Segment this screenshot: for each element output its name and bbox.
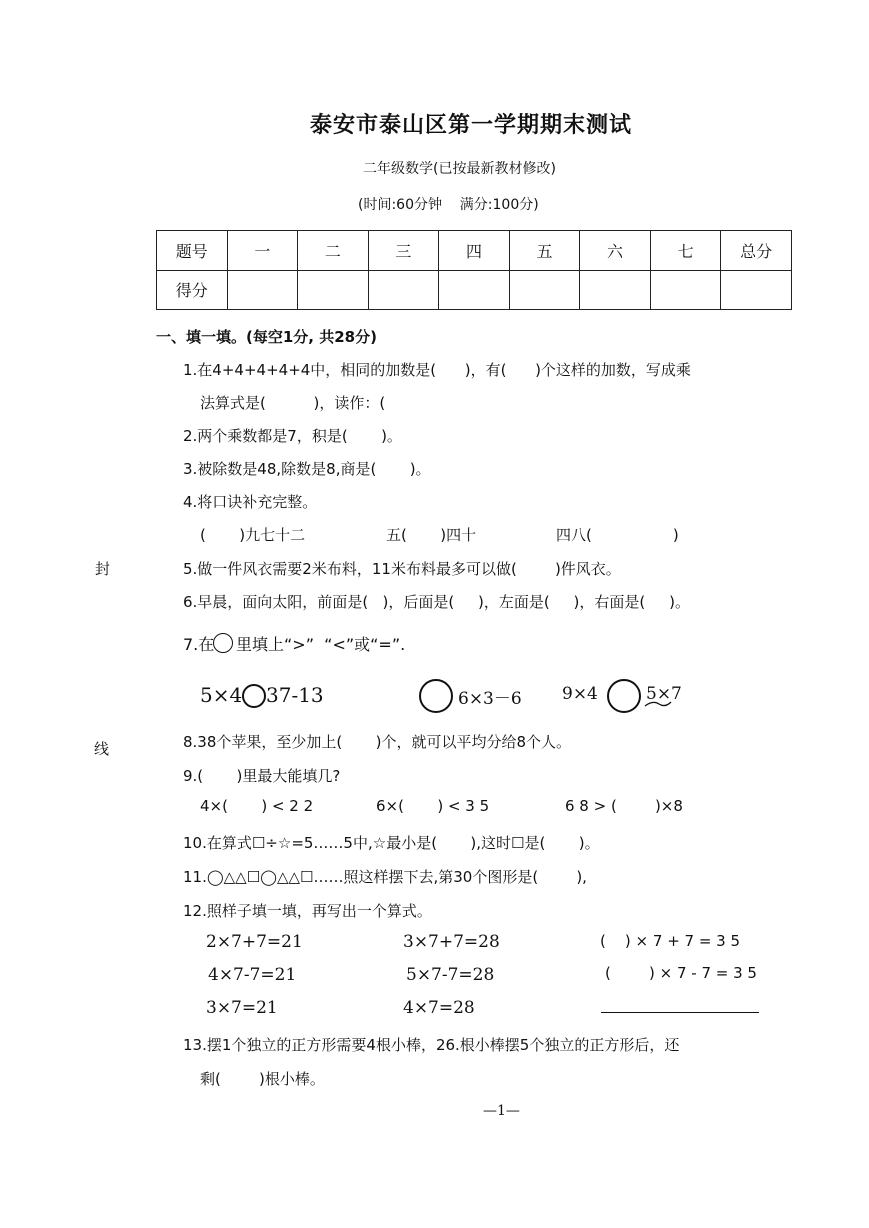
score-cell[interactable] bbox=[580, 270, 651, 310]
question-3: 3.被除数是48,除数是8,商是( )。 bbox=[183, 460, 431, 478]
score-table-header-cell: 七 bbox=[650, 231, 721, 271]
question-4-item-b: 五( )四十 bbox=[386, 526, 477, 544]
question-10: 10.在算式☐÷☆=5……5中,☆最小是( ),这时☐是( )。 bbox=[183, 834, 600, 852]
question-9-item-c: 6 8 > ( )×8 bbox=[565, 797, 683, 815]
time-info: (时间:60分钟 满分:100分) bbox=[358, 197, 539, 213]
score-table-header-cell: 总分 bbox=[721, 231, 792, 271]
q7-expr-2-right: 6×3－6 bbox=[458, 689, 522, 709]
q12-row2-col3: ( ) × 7 - 7 = 3 5 bbox=[605, 964, 757, 982]
subtitle: 二年级数学(已按最新教材修改) bbox=[363, 161, 556, 177]
score-table-header-cell: 六 bbox=[580, 231, 651, 271]
section-1-heading: 一、填一填。(每空1分, 共28分) bbox=[156, 328, 377, 346]
score-table-score-row bbox=[157, 270, 792, 310]
score-table-header-cell: 四 bbox=[439, 231, 510, 271]
score-cell[interactable] bbox=[650, 270, 721, 310]
score-table-header-cell: 二 bbox=[298, 231, 369, 271]
q12-row1-col2: 3×7+7=28 bbox=[403, 932, 500, 952]
margin-label-line: 线 bbox=[94, 740, 110, 758]
score-cell[interactable] bbox=[439, 270, 510, 310]
q12-row3-col1: 3×7=21 bbox=[206, 998, 278, 1018]
question-9-item-b: 6×( ) < 3 5 bbox=[376, 797, 490, 815]
q7-expr-1-right: 37-13 bbox=[266, 683, 324, 707]
score-row-label: 得分 bbox=[157, 270, 228, 310]
answer-blank-line[interactable] bbox=[601, 1012, 759, 1013]
question-7-suffix: 里填上“>” “<”或“=”. bbox=[236, 635, 406, 654]
score-table-header-cell: 题号 bbox=[157, 231, 228, 271]
question-9: 9.( )里最大能填几? bbox=[183, 767, 341, 785]
question-7-prefix: 7.在 bbox=[183, 635, 215, 654]
score-cell[interactable] bbox=[227, 270, 298, 310]
score-table-header-row bbox=[157, 231, 792, 271]
question-13-line-1: 13.摆1个独立的正方形需要4根小棒，26.根小棒摆5个独立的正方形后，还 bbox=[183, 1036, 680, 1054]
score-table-header-cell: 五 bbox=[509, 231, 580, 271]
score-cell[interactable] bbox=[368, 270, 439, 310]
question-6: 6.早晨，面向太阳，前面是( )，后面是( )，左面是( )，右面是( )。 bbox=[183, 593, 690, 611]
score-cell[interactable] bbox=[721, 270, 792, 310]
score-table-header-cell: 三 bbox=[368, 231, 439, 271]
question-2: 2.两个乘数都是7，积是( )。 bbox=[183, 427, 402, 445]
score-cell[interactable] bbox=[298, 270, 369, 310]
question-1-line-1: 1.在4+4+4+4+4中，相同的加数是( )，有( )个这样的加数，写成乘 bbox=[183, 361, 691, 379]
q12-row3-col2: 4×7=28 bbox=[403, 998, 475, 1018]
q7-expr-1-left: 5×4 bbox=[200, 683, 243, 707]
question-1-line-2: 法算式是( )，读作：( bbox=[200, 394, 386, 412]
q7-expr-3-left: 9×4 bbox=[562, 684, 598, 704]
q12-row1-col1: 2×7+7=21 bbox=[206, 932, 303, 952]
strike-mark-icon bbox=[643, 696, 673, 712]
question-4: 4.将口诀补充完整。 bbox=[183, 493, 318, 511]
margin-label-seal: 封 bbox=[95, 560, 111, 578]
circle-icon bbox=[213, 633, 233, 653]
q12-row1-col3: ( ) × 7 + 7 = 3 5 bbox=[600, 932, 741, 950]
score-cell[interactable] bbox=[509, 270, 580, 310]
question-12: 12.照样子填一填，再写出一个算式。 bbox=[183, 902, 432, 920]
question-9-item-a: 4×( ) < 2 2 bbox=[200, 797, 314, 815]
question-4-item-c: 四八( ) bbox=[556, 526, 679, 544]
page-title: 泰安市泰山区第一学期期末测试 bbox=[310, 112, 633, 138]
score-table-header-cell: 一 bbox=[227, 231, 298, 271]
score-table bbox=[156, 230, 792, 310]
question-5: 5.做一件风衣需要2米布料，11米布料最多可以做( )件风衣。 bbox=[183, 560, 621, 578]
page-number: —1— bbox=[483, 1103, 520, 1119]
q12-row2-col2: 5×7-7=28 bbox=[406, 965, 495, 985]
question-8: 8.38个苹果，至少加上( )个，就可以平均分给8个人。 bbox=[183, 733, 572, 751]
compare-circle-2[interactable] bbox=[419, 679, 453, 713]
question-13-line-2: 剩( )根小棒。 bbox=[200, 1070, 325, 1088]
compare-circle-3[interactable] bbox=[607, 679, 641, 713]
question-4-item-a: ( )九七十二 bbox=[200, 526, 306, 544]
q12-row2-col1: 4×7-7=21 bbox=[208, 965, 297, 985]
compare-circle-1[interactable] bbox=[242, 684, 266, 708]
q7-expr-3-right: 5×7 bbox=[646, 684, 682, 704]
question-11: 11.◯△△☐◯△△☐……照这样摆下去,第30个图形是( ), bbox=[183, 868, 587, 886]
